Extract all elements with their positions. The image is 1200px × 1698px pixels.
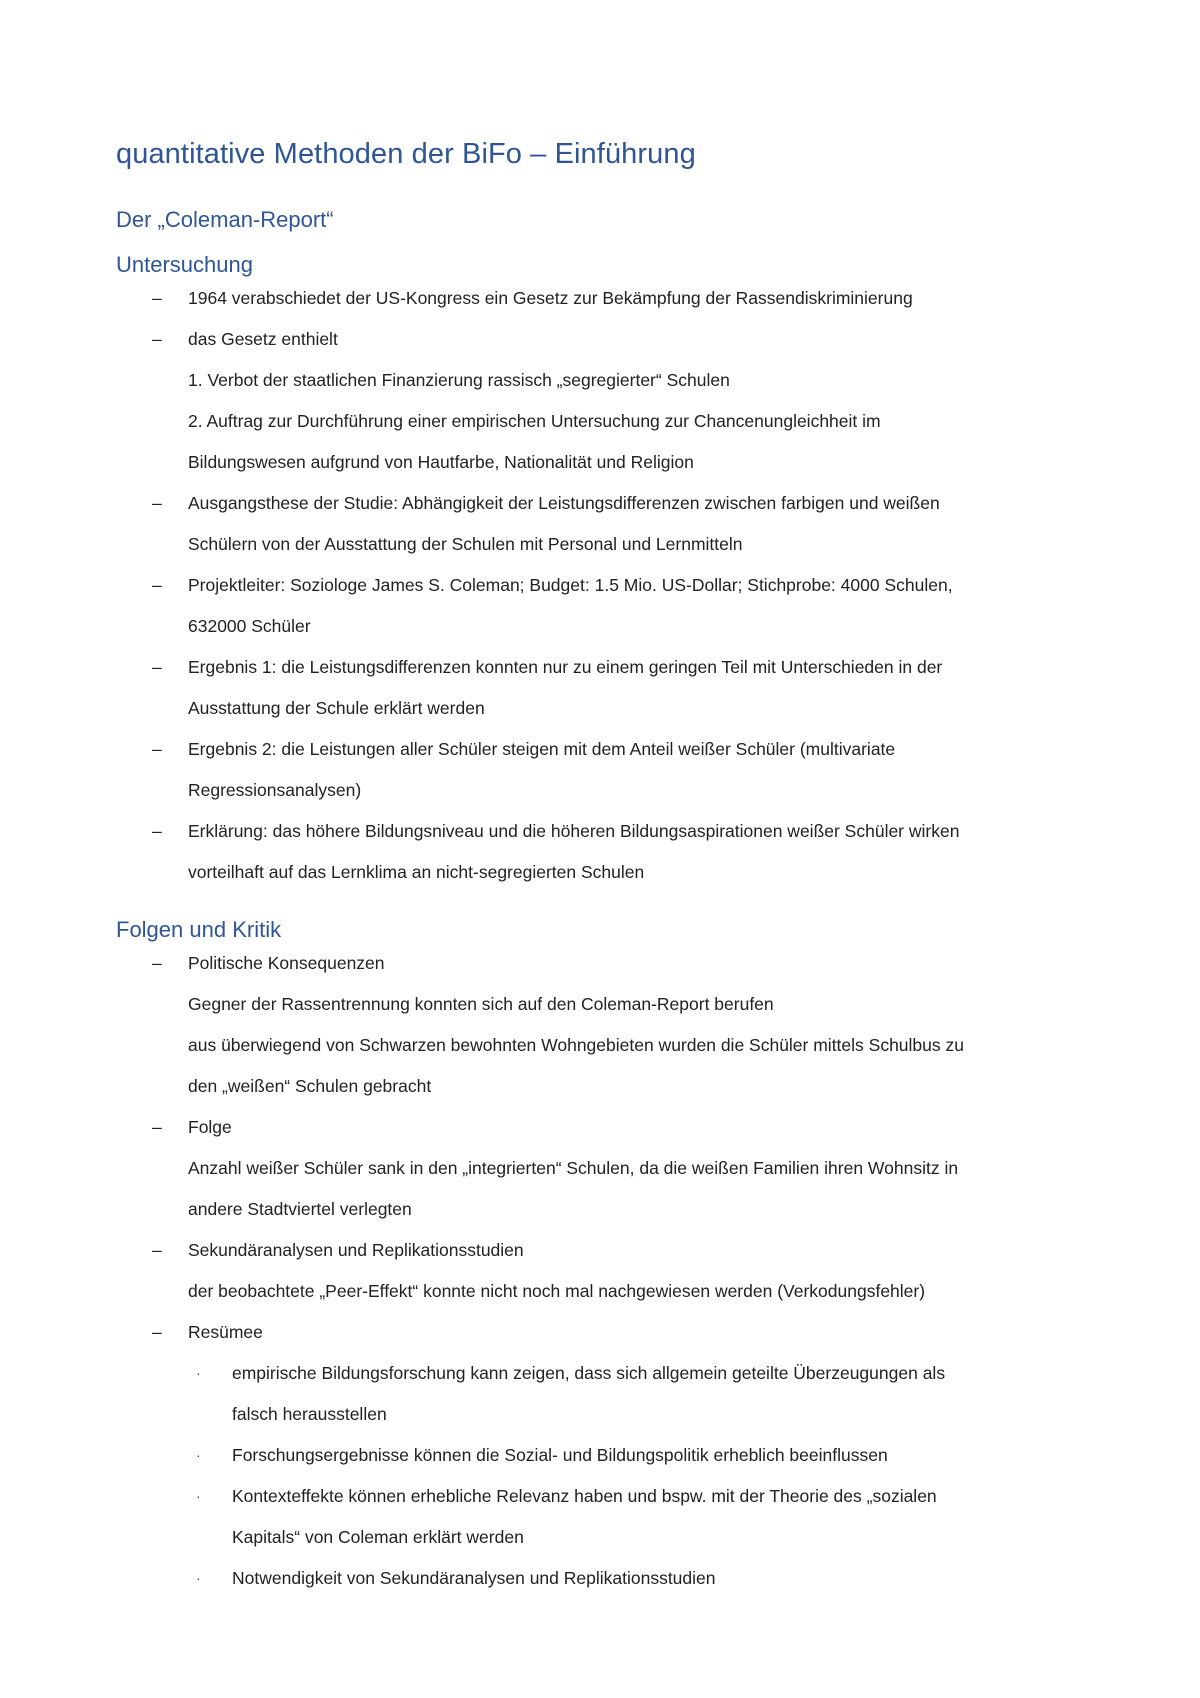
list-dash: –: [152, 288, 162, 308]
list-item: 1. Verbot der staatlichen Finanzierung rassisch „segregierter“ Schulen: [188, 370, 730, 390]
list-item: Notwendigkeit von Sekundäranalysen und Replikationsstudien: [232, 1568, 716, 1588]
list-dash: –: [152, 821, 162, 841]
list-item: Ausgangsthese der Studie: Abhängigkeit der Leistungsdifferenzen zwischen farbigen und weißen: [188, 493, 940, 513]
list-item: empirische Bildungsforschung kann zeigen, dass sich allgemein geteilte Überzeugungen als: [232, 1363, 946, 1383]
list-item: Resümee: [188, 1322, 263, 1342]
list-item: Kapitals“ von Coleman erklärt werden: [232, 1527, 524, 1547]
list-item: Folge: [188, 1117, 232, 1137]
list-item: aus überwiegend von Schwarzen bewohnten Wohngebieten wurden die Schüler mittels Schulbus zu: [188, 1035, 964, 1055]
list-dash: –: [152, 953, 162, 973]
document-title: quantitative Methoden der BiFo – Einführung: [116, 138, 696, 170]
list-item: 2. Auftrag zur Durchführung einer empirischen Untersuchung zur Chancenungleichheit im: [188, 411, 881, 431]
list-item: Ergebnis 2: die Leistungen aller Schüler steigen mit dem Anteil weißer Schüler (multivariate: [188, 739, 896, 759]
list-item: Gegner der Rassentrennung konnten sich auf den Coleman-Report berufen: [188, 994, 774, 1014]
list-dash: –: [152, 1240, 162, 1260]
bullet-dot: ·: [196, 1447, 201, 1463]
list-item: 1964 verabschiedet der US-Kongress ein Gesetz zur Bekämpfung der Rassendiskriminierung: [188, 288, 913, 308]
list-item: das Gesetz enthielt: [188, 329, 338, 349]
list-dash: –: [152, 1322, 162, 1342]
document-subtitle: Der „Coleman-Report“: [116, 207, 334, 232]
list-dash: –: [152, 493, 162, 513]
list-item: Erklärung: das höhere Bildungsniveau und die höheren Bildungsaspirationen weißer Schüler wirken: [188, 821, 960, 841]
list-item: Kontexteffekte können erhebliche Relevanz haben und bspw. mit der Theorie des „sozialen: [232, 1486, 937, 1506]
list-dash: –: [152, 1117, 162, 1137]
bullet-dot: ·: [196, 1365, 201, 1381]
list-item: Anzahl weißer Schüler sank in den „integrierten“ Schulen, da die weißen Familien ihren Wohnsitz in: [188, 1158, 959, 1178]
list-dash: –: [152, 329, 162, 349]
list-item: vorteilhaft auf das Lernklima an nicht-segregierten Schulen: [188, 862, 645, 882]
list-item: Regressionsanalysen): [188, 780, 362, 800]
list-item: Sekundäranalysen und Replikationsstudien: [188, 1240, 524, 1260]
list-dash: –: [152, 657, 162, 677]
list-item: andere Stadtviertel verlegten: [188, 1199, 412, 1219]
list-item: 632000 Schüler: [188, 616, 311, 636]
list-item: den „weißen“ Schulen gebracht: [188, 1076, 432, 1096]
list-item: falsch herausstellen: [232, 1404, 387, 1424]
list-dash: –: [152, 739, 162, 759]
list-item: Ergebnis 1: die Leistungsdifferenzen konnten nur zu einem geringen Teil mit Unterschieden in der: [188, 657, 943, 677]
list-item: Forschungsergebnisse können die Sozial- und Bildungspolitik erheblich beeinflussen: [232, 1445, 888, 1465]
list-item: Projektleiter: Soziologe James S. Coleman; Budget: 1.5 Mio. US-Dollar; Stichprobe: 4000 Schulen,: [188, 575, 953, 595]
bullet-dot: ·: [196, 1488, 201, 1504]
list-item: Ausstattung der Schule erklärt werden: [188, 698, 485, 718]
list-item: der beobachtete „Peer-Effekt“ konnte nicht noch mal nachgewiesen werden (Verkodungsfehler): [188, 1281, 926, 1301]
section-heading-untersuchung: Untersuchung: [116, 252, 253, 277]
list-dash: –: [152, 575, 162, 595]
list-item: Schülern von der Ausstattung der Schulen mit Personal und Lernmitteln: [188, 534, 743, 554]
bullet-dot: ·: [196, 1570, 201, 1586]
section-heading-folgen-und-kritik: Folgen und Kritik: [116, 917, 282, 942]
list-item: Bildungswesen aufgrund von Hautfarbe, Nationalität und Religion: [188, 452, 694, 472]
list-item: Politische Konsequenzen: [188, 953, 385, 973]
